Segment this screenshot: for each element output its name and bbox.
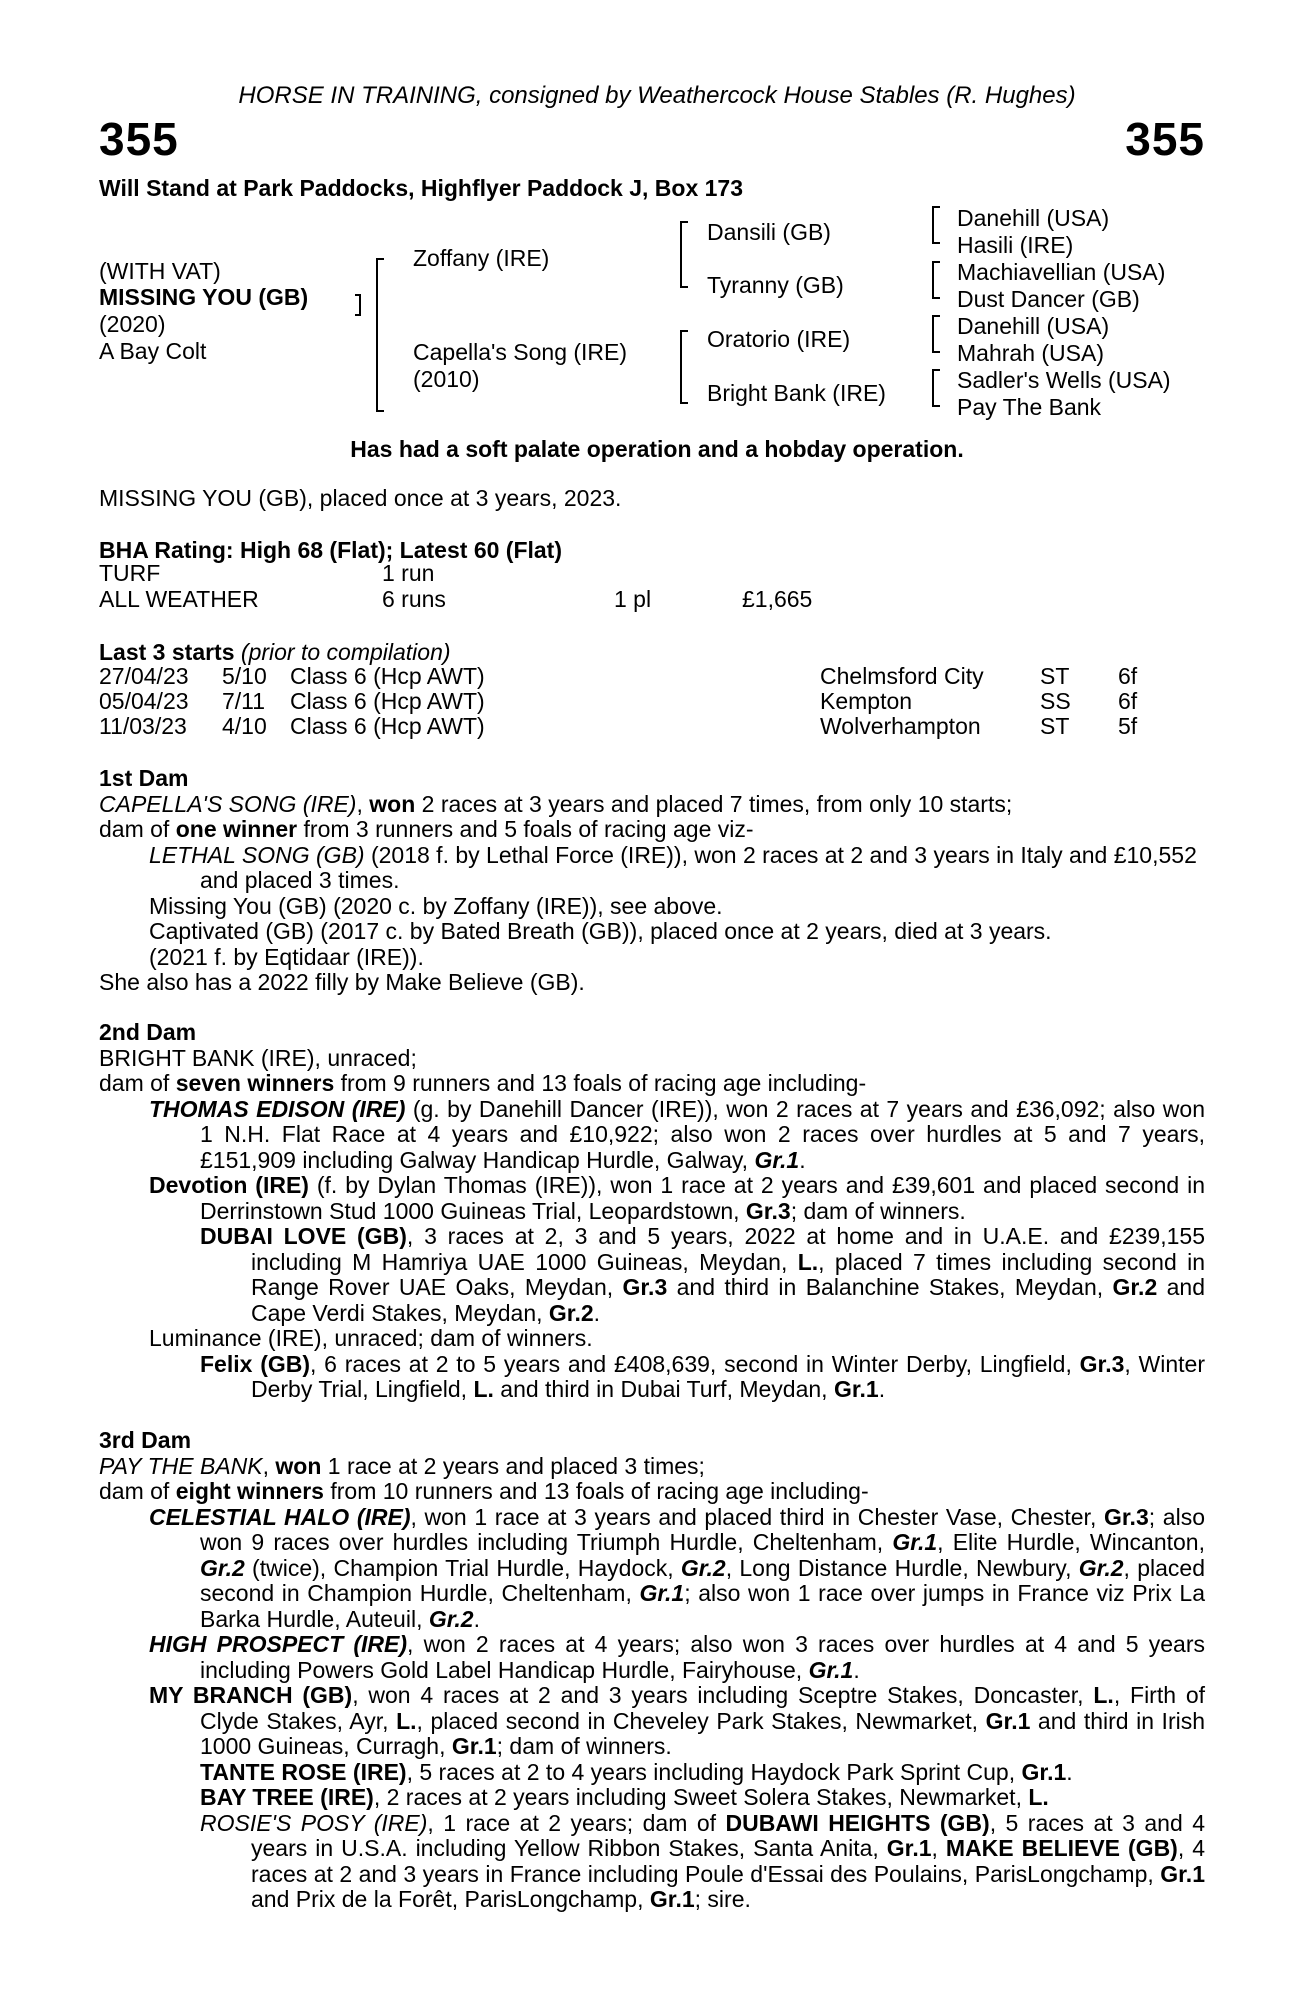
text: .	[878, 1376, 886, 1402]
text: (2018 f. by Lethal Force (IRE)), won 2 races at 2 and 3 years in Italy and £10,552 and placed 3 times.	[200, 841, 1197, 893]
start-position: 7/11	[222, 688, 266, 714]
dam-sire-sire: Danehill (USA)	[957, 313, 1110, 339]
last-starts-heading	[99, 639, 451, 666]
start-race: Class 6 (Hcp AWT)	[290, 688, 485, 714]
produce-entry: Missing You (GB) (2020 c. by Zoffany (IRE)), see above.	[149, 892, 723, 919]
grade: Gr.2	[200, 1554, 245, 1581]
start-date: 27/04/23	[99, 663, 189, 689]
prize: £1,665	[742, 586, 813, 612]
bha-rating: BHA Rating: High 68 (Flat); Latest 60 (Flat)	[99, 537, 562, 563]
horse-name: BAY TREE (IRE)	[200, 1784, 374, 1810]
dam-sire: Oratorio (IRE)	[707, 326, 851, 352]
grade: Gr.1	[649, 1886, 695, 1912]
last-starts-note: (prior to compilation)	[240, 639, 451, 665]
text: one winner	[175, 816, 298, 842]
text: ,	[262, 1452, 276, 1479]
grade: Gr.1	[892, 1529, 938, 1555]
dam-year: (2010)	[413, 366, 480, 392]
grade: Gr.1	[639, 1580, 685, 1606]
horse-name: THOMAS EDISON (IRE)	[149, 1095, 406, 1122]
grade: L.	[473, 1376, 494, 1402]
dam-line: BRIGHT BANK (IRE), unraced;	[99, 1044, 417, 1071]
text: eight winners	[175, 1478, 324, 1504]
grade: Gr.3	[745, 1197, 791, 1224]
text: and third in Balanchine Stakes, Meydan,	[667, 1274, 1113, 1300]
grade: Gr.2	[1078, 1554, 1124, 1581]
text: , Firth of Clyde Stakes, Ayr,	[200, 1682, 1206, 1734]
text: 2 races at 3 years and placed 7 times, from only 10 starts;	[415, 790, 1013, 817]
produce-entry: Captivated (GB) (2017 c. by Bated Breath (GB)), placed once at 2 years, died at 3 years.	[149, 918, 1052, 944]
page-title: HORSE IN TRAINING, consigned by Weathercock House Stables (R. Hughes)	[238, 82, 1076, 109]
text: .	[1066, 1758, 1073, 1785]
grade: Gr.1	[1021, 1758, 1067, 1785]
start-course: Wolverhampton	[820, 713, 981, 739]
lot-number-left: 355	[99, 113, 179, 165]
start-race: Class 6 (Hcp AWT)	[290, 663, 485, 689]
text: , placed second in Cheveley Park Stakes, Newmarket,	[416, 1707, 986, 1734]
text: , Elite Hurdle, Wincanton,	[937, 1529, 1205, 1555]
text: , won 4 races at 2 and 3 years including Sceptre Stakes, Doncaster,	[352, 1682, 1094, 1708]
horse-name: ROSIE'S POSY (IRE)	[200, 1809, 428, 1836]
grade: Gr.3	[1103, 1503, 1149, 1530]
sire-brace	[680, 221, 688, 288]
text: 1 race at 2 years and placed 3 times;	[321, 1452, 705, 1479]
text: from 3 runners and 5 foals of racing age viz-	[297, 816, 754, 842]
grade: Gr.1	[985, 1707, 1031, 1734]
produce-entry	[99, 1760, 1205, 1786]
start-going: ST	[1040, 663, 1070, 689]
ss-brace	[932, 206, 940, 244]
text: ; dam of winners.	[790, 1197, 966, 1224]
text: , won 2 races at 4 years; also won 3 races over hurdles at 4 and 5 years including Powers Gold Label Handicap Hurdle, Fairyhouse,	[200, 1631, 1205, 1683]
start-race: Class 6 (Hcp AWT)	[290, 713, 485, 739]
text: and Prix de la Forêt, ParisLongchamp,	[251, 1886, 650, 1912]
start-course: Kempton	[820, 688, 913, 714]
produce-entry	[99, 1224, 1205, 1326]
text: , 3 races at 2, 3 and 5 years, 2022 at home and in U.A.E. and £239,155 including M Hamriya UAE 1000 Guineas, Meydan,	[251, 1223, 1205, 1275]
start-distance: 6f	[1118, 663, 1138, 689]
text: ,	[356, 790, 370, 817]
text: , 6 races at 2 to 5 years and £408,639, second in Winter Derby, Lingfield,	[310, 1350, 1080, 1377]
name-brace	[355, 294, 361, 316]
produce-entry	[99, 843, 1205, 894]
text: , 1 race at 2 years; dam of	[427, 1809, 726, 1836]
produce-entry	[99, 1352, 1205, 1403]
text: and third in Irish 1000 Guineas, Curragh,	[200, 1707, 1206, 1759]
placed: 1 pl	[614, 586, 652, 612]
produce-entry: (2021 f. by Eqtidaar (IRE)).	[149, 943, 424, 970]
start-date: 11/03/23	[99, 713, 187, 739]
dd-brace	[932, 369, 940, 407]
sire-dam-dam: Dust Dancer (GB)	[957, 286, 1140, 312]
start-going: ST	[1040, 713, 1070, 739]
text: , placed 7 times including second in Range Rover UAE Oaks, Meydan,	[251, 1248, 1206, 1300]
text: , won 1 race at 3 years and placed third in Chester Vase, Chester,	[410, 1503, 1104, 1530]
sire-dam-brace	[376, 258, 384, 412]
produce-entry	[99, 1505, 1205, 1633]
text: .	[853, 1656, 860, 1683]
stand-location: Will Stand at Park Paddocks, Highflyer Paddock J, Box 173	[99, 175, 743, 201]
grade: L.	[1093, 1682, 1114, 1708]
text: ,	[931, 1835, 946, 1861]
sd-brace	[932, 261, 940, 299]
produce-line	[99, 1479, 1205, 1505]
text: , 4 races at 2 and 3 years in France including Poule d'Essai des Poulains, ParisLongchamp,	[251, 1835, 1206, 1887]
text: ; dam of winners.	[496, 1733, 672, 1759]
horse-name: DUBAI LOVE (GB)	[200, 1223, 407, 1249]
dam-dam: Bright Bank (IRE)	[707, 380, 886, 406]
produce-entry	[99, 1632, 1205, 1683]
surface: TURF	[99, 560, 161, 586]
produce-entry	[99, 1785, 1205, 1811]
runs: 6 runs	[382, 586, 446, 612]
text: and Cape Verdi Stakes, Meydan,	[251, 1274, 1205, 1326]
horse-name: MISSING YOU (GB)	[99, 284, 309, 310]
grade: Gr.1	[1160, 1860, 1205, 1887]
start-distance: 6f	[1118, 688, 1138, 714]
sire-sire-dam: Hasili (IRE)	[957, 232, 1074, 258]
text: (f. by Dylan Thomas (IRE)), won 1 race at 2 years and £39,601 and placed second in Derrinstown Stud 1000 Guineas Trial, Leopardstown,	[200, 1172, 1205, 1224]
dam: Capella's Song (IRE)	[413, 339, 628, 365]
horse-name: Felix (GB)	[200, 1350, 311, 1377]
horse-name: LETHAL SONG (GB)	[149, 841, 365, 868]
horse-year: (2020)	[99, 311, 166, 337]
sire-dam: Tyranny (GB)	[707, 272, 844, 298]
dam-dam-sire: Sadler's Wells (USA)	[957, 367, 1171, 393]
dam-name: PAY THE BANK	[99, 1452, 263, 1479]
dam-dam-dam: Pay The Bank	[957, 394, 1102, 420]
grade: Gr.2	[428, 1605, 474, 1632]
text: won	[369, 790, 416, 817]
dam-line	[99, 792, 1205, 818]
operation-note: Has had a soft palate operation and a hobday operation.	[350, 436, 964, 462]
grade: Gr.1	[754, 1146, 800, 1173]
start-distance: 5f	[1118, 713, 1138, 739]
grade: Gr.1	[808, 1656, 854, 1683]
text: , Winter Derby Trial, Lingfield,	[251, 1350, 1206, 1402]
text: ; sire.	[694, 1886, 751, 1912]
grade: Gr.1	[833, 1376, 879, 1402]
grade: Gr.2	[680, 1554, 726, 1581]
horse-name: MAKE BELIEVE (GB)	[945, 1835, 1178, 1861]
lot-number-right: 355	[1125, 113, 1205, 165]
text: from 9 runners and 13 foals of racing age including-	[334, 1070, 867, 1096]
text: , 5 races at 3 and 4 years in U.S.A. including Yellow Ribbon Stakes, Santa Anita,	[251, 1809, 1205, 1861]
start-position: 4/10	[222, 713, 267, 739]
race-summary: MISSING YOU (GB), placed once at 3 years, 2023.	[99, 485, 622, 511]
first-dam-section	[99, 766, 1205, 996]
third-dam-section	[99, 1428, 1205, 1913]
section-heading: 3rd Dam	[99, 1427, 192, 1453]
horse-name: CELESTIAL HALO (IRE)	[149, 1503, 411, 1530]
text: .	[473, 1605, 480, 1632]
ds-brace	[932, 315, 940, 353]
text: and third in Dubai Turf, Meydan,	[493, 1376, 834, 1402]
text: .	[799, 1146, 806, 1173]
grade: L.	[797, 1248, 819, 1275]
second-dam-section	[99, 1020, 1205, 1403]
text: from 10 runners and 13 foals of racing age including-	[323, 1478, 869, 1504]
horse-name: TANTE ROSE (IRE)	[200, 1758, 407, 1785]
text: .	[593, 1299, 601, 1326]
sire-sire: Dansili (GB)	[707, 219, 831, 245]
text: , placed second in Champion Hurdle, Cheltenham,	[200, 1554, 1205, 1606]
grade: Gr.3	[1079, 1350, 1125, 1377]
produce-note: She also has a 2022 filly by Make Believe (GB).	[99, 969, 585, 995]
horse-description: A Bay Colt	[99, 338, 207, 364]
sire-dam-sire: Machiavellian (USA)	[957, 259, 1166, 285]
grade: L.	[1028, 1784, 1049, 1810]
text: ; also won 1 race over jumps in France viz Prix La Barka Hurdle, Auteuil,	[200, 1580, 1205, 1632]
text: dam of	[99, 1478, 176, 1504]
produce-entry	[99, 1811, 1205, 1913]
grade: Gr.2	[548, 1299, 594, 1326]
grade: L.	[396, 1707, 417, 1734]
text: , 5 races at 2 to 4 years including Haydock Park Sprint Cup,	[406, 1758, 1022, 1785]
vat-label: (WITH VAT)	[99, 258, 221, 284]
runs: 1 run	[382, 560, 435, 586]
section-heading: 2nd Dam	[99, 1019, 197, 1045]
produce-entry	[99, 1173, 1205, 1224]
sire: Zoffany (IRE)	[413, 245, 550, 271]
grade: Gr.3	[622, 1274, 668, 1300]
start-going: SS	[1040, 688, 1071, 714]
start-date: 05/04/23	[99, 688, 189, 714]
horse-name: HIGH PROSPECT (IRE)	[149, 1631, 408, 1657]
text: , 2 races at 2 years including Sweet Solera Stakes, Newmarket,	[373, 1784, 1029, 1810]
text: won	[275, 1452, 322, 1479]
horse-name: Devotion (IRE)	[149, 1172, 309, 1198]
surface: ALL WEATHER	[99, 586, 259, 612]
horse-name: DUBAWI HEIGHTS (GB)	[725, 1809, 990, 1836]
horse-name: MY BRANCH (GB)	[149, 1682, 353, 1708]
text: seven winners	[175, 1070, 335, 1096]
produce-entry	[99, 1097, 1205, 1174]
produce-entry: Luminance (IRE), unraced; dam of winners.	[149, 1325, 593, 1351]
text: dam of	[99, 1070, 176, 1096]
produce-line	[99, 1071, 1205, 1097]
dam-name: CAPELLA'S SONG (IRE)	[99, 790, 357, 817]
text: (twice), Champion Trial Hurdle, Haydock,	[244, 1554, 681, 1581]
sire-sire-sire: Danehill (USA)	[957, 205, 1110, 231]
dam-sire-dam: Mahrah (USA)	[957, 340, 1104, 366]
text: dam of	[99, 816, 176, 842]
text: ; also won 9 races over hurdles including Triumph Hurdle, Cheltenham,	[200, 1503, 1205, 1555]
section-heading: 1st Dam	[99, 765, 189, 791]
produce-entry	[99, 1683, 1205, 1760]
text: , Long Distance Hurdle, Newbury,	[725, 1554, 1079, 1581]
dam-line	[99, 1454, 1205, 1480]
start-position: 5/10	[222, 663, 267, 689]
produce-line	[99, 817, 1205, 843]
grade: Gr.2	[1112, 1274, 1158, 1300]
dam-brace	[680, 330, 688, 404]
grade: Gr.1	[886, 1835, 932, 1861]
last-starts-title: Last 3 starts	[99, 639, 235, 665]
text: (g. by Danehill Dancer (IRE)), won 2 races at 7 years and £36,092; also won 1 N.H. Flat Race at 4 years and £10,922; also won 2 races over hurdles at 5 and 7 years, £151,909 including Galway Handicap Hurdle, Galway,	[200, 1095, 1205, 1173]
start-course: Chelmsford City	[820, 663, 984, 689]
grade: Gr.1	[451, 1733, 497, 1759]
